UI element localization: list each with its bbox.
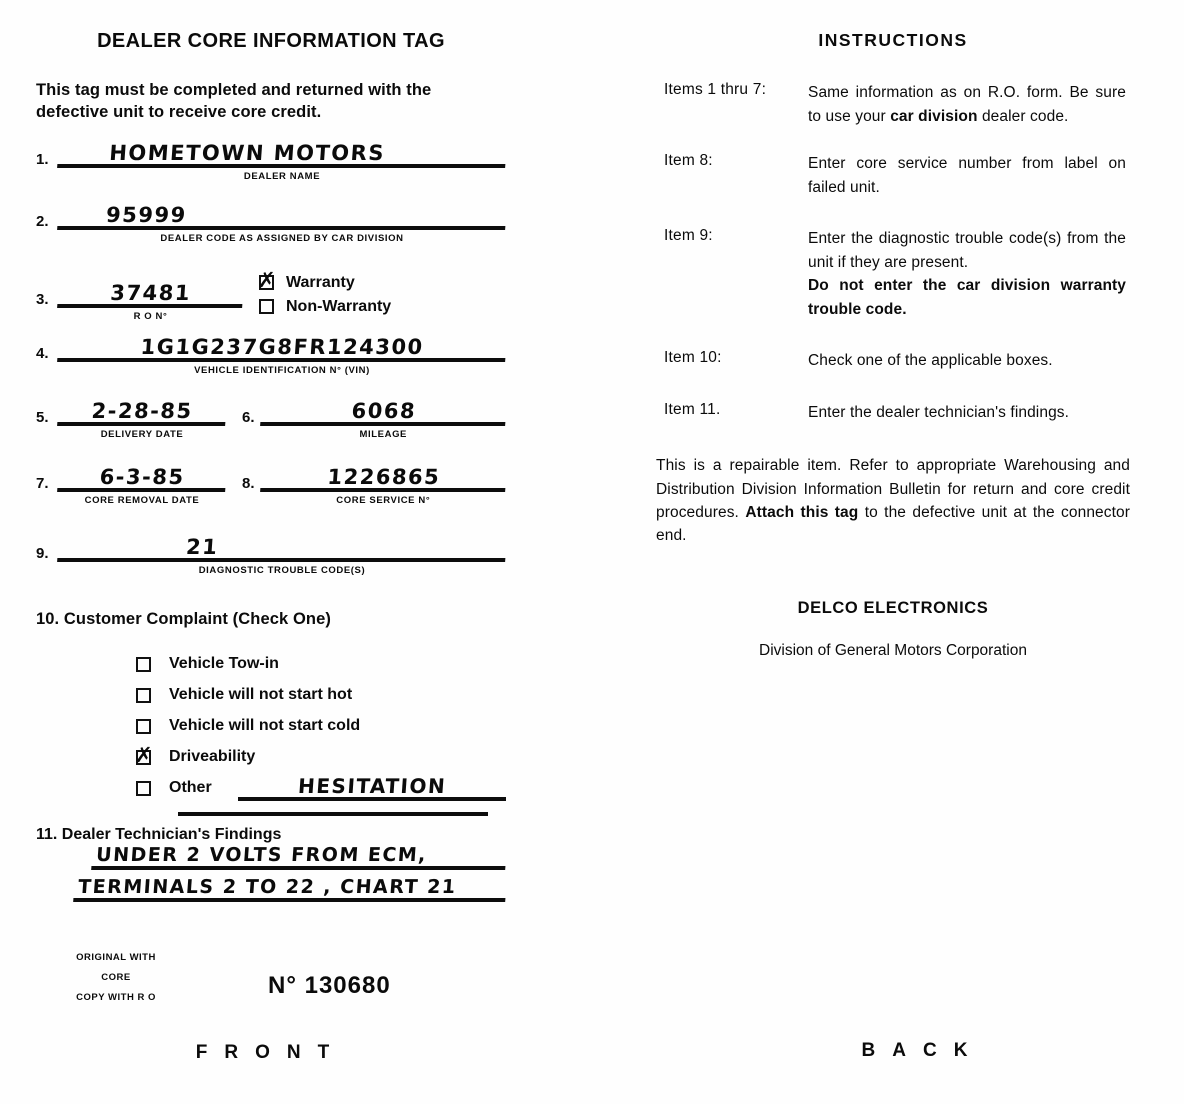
tow-in-checkbox: [136, 657, 151, 672]
handwritten-core-removal-date: 6-3-85: [57, 466, 227, 492]
handwritten-other-complaint: HESITATION: [296, 773, 447, 798]
field-ro-number: [36, 268, 506, 322]
field-row-7-8: [36, 466, 506, 506]
field-number: 8.: [242, 474, 255, 492]
other-write-in-line: [238, 773, 506, 801]
warranty-option: [258, 268, 433, 293]
check-mark: ✗: [135, 742, 153, 767]
no-start-cold-checkbox: [136, 719, 151, 734]
front-page-label: FRONT: [195, 1042, 347, 1063]
field-number: 5.: [36, 408, 49, 426]
option-label: Vehicle will not start hot: [169, 686, 353, 704]
instruction-item-11: [656, 401, 1130, 425]
handwritten-trouble-code: 21: [57, 536, 507, 562]
no-start-hot-checkbox: [136, 688, 151, 703]
field-label: CORE SERVICE N°: [336, 494, 431, 506]
instruction-label: Item 9:: [664, 227, 713, 245]
note-text-pre: This is a repairable item. Refer to appropriate Warehousing and Distribution Division Information Bulletin for return and core credit procedures.: [656, 457, 1130, 521]
company-name: DELCO ELECTRONICS: [797, 599, 989, 618]
option-driveability: [135, 742, 506, 769]
handwritten-findings-line-1: UNDER 2 VOLTS FROM ECM,: [91, 846, 507, 870]
repairable-item-note: [656, 454, 1130, 547]
instruction-text-bold: car division: [890, 107, 978, 125]
tag-serial-number: N° 130680: [268, 971, 391, 999]
distribution-line: ORIGINAL WITH: [76, 951, 156, 963]
option-label: Vehicle will not start cold: [169, 717, 361, 735]
field-dealer-code: [36, 204, 506, 244]
other-checkbox: [136, 781, 151, 796]
field-label: MILEAGE: [359, 428, 407, 440]
handwritten-dealer-name: HOMETOWN MOTORS: [57, 142, 507, 168]
field-label: VEHICLE IDENTIFICATION N° (VIN): [194, 364, 370, 376]
instruction-text: [808, 401, 1126, 425]
instruction-text: [808, 227, 1126, 321]
handwritten-vin: 1G1G237G8FR124300: [57, 336, 507, 362]
option-no-start-hot: [136, 684, 506, 707]
instruction-item-10: [656, 349, 1130, 373]
handwritten-delivery-date: 2-28-85: [57, 400, 227, 426]
handwritten-findings-line-2: TERMINALS 2 TO 22 , CHART 21: [73, 878, 507, 902]
customer-complaint-heading: 10. Customer Complaint (Check One): [36, 609, 331, 628]
field-label: CORE REMOVAL DATE: [84, 494, 200, 506]
instruction-list: [656, 81, 1130, 424]
instruction-text: [808, 81, 1126, 128]
note-text-bold: Attach this tag: [745, 503, 859, 521]
warranty-checkbox: [258, 268, 276, 293]
instruction-label: Item 11.: [664, 400, 721, 418]
field-number: 1.: [36, 150, 49, 168]
field-label: R O N°: [133, 310, 168, 322]
instruction-text-post: dealer code.: [977, 107, 1069, 125]
field-label: DEALER CODE AS ASSIGNED BY CAR DIVISION: [160, 232, 404, 244]
option-no-start-cold: [136, 715, 506, 738]
field-vin: [36, 336, 506, 376]
instructions-title: INSTRUCTIONS: [818, 30, 968, 50]
handwritten-dealer-code: 95999: [57, 204, 507, 230]
option-tow-in: [136, 653, 506, 676]
field-label: DEALER NAME: [243, 170, 321, 182]
option-label: Driveability: [169, 748, 256, 766]
instruction-item-8: [656, 152, 1130, 199]
non-warranty-checkbox: [259, 299, 274, 314]
dealer-core-tag-front: [36, 30, 506, 1008]
instruction-text-bold: Do not enter the car division warranty trouble code.: [808, 277, 1126, 318]
instruction-text-pre: Enter the dealer technician's findings.: [808, 403, 1070, 421]
instruction-items-1-7: [656, 81, 1130, 128]
distribution-line: CORE: [101, 971, 131, 983]
field-trouble-codes: [36, 536, 506, 576]
driveability-checkbox: [135, 742, 153, 767]
field-number: 7.: [36, 474, 49, 492]
check-mark: ✗: [258, 268, 276, 293]
technician-findings-heading: 11. Dealer Technician's Findings: [36, 825, 282, 843]
field-label: DELIVERY DATE: [100, 428, 184, 440]
back-page-label: BACK: [861, 1040, 985, 1061]
field-number: 9.: [36, 544, 49, 562]
intro-text: This tag must be completed and returned with the defective unit to receive core credit.: [36, 81, 432, 122]
field-number: 3.: [36, 290, 49, 308]
field-dealer-name: [36, 142, 506, 182]
complaint-options: [136, 653, 506, 800]
option-label: Other: [169, 779, 212, 797]
instruction-label: Items 1 thru 7:: [664, 81, 767, 98]
other-continuation-line: [178, 810, 488, 816]
distribution-note: [36, 948, 196, 1008]
handwritten-ro-number: 37481: [57, 282, 244, 308]
field-row-5-6: [36, 400, 506, 440]
field-label: DIAGNOSTIC TROUBLE CODE(S): [198, 564, 366, 576]
handwritten-core-service-number: 1226865: [260, 466, 507, 492]
handwritten-mileage: 6068: [260, 400, 507, 426]
note-text-post: to the defective unit at the connector end.: [656, 503, 1131, 545]
warranty-label: Warranty: [286, 273, 355, 291]
front-footer: [36, 948, 506, 1008]
instruction-text-pre: Check one of the applicable boxes.: [808, 352, 1053, 370]
non-warranty-label: Non-Warranty: [286, 297, 392, 315]
instruction-text-pre: Enter core service number from label on failed unit.: [808, 155, 1126, 196]
instruction-text-pre: Same information as on R.O. form. Be sure to use your: [808, 84, 1126, 125]
instruction-label: Item 8:: [664, 152, 713, 170]
option-label: Vehicle Tow-in: [169, 655, 279, 673]
company-division: Division of General Motors Corporation: [759, 642, 1027, 660]
distribution-line: COPY WITH R O: [76, 991, 156, 1003]
option-other: [136, 773, 506, 800]
front-title: DEALER CORE INFORMATION TAG: [97, 30, 445, 52]
instruction-text: [808, 152, 1126, 199]
technician-findings: [77, 843, 506, 902]
warranty-options: [243, 268, 433, 322]
instruction-label: Item 10:: [664, 349, 722, 367]
field-number: 2.: [36, 212, 49, 230]
instruction-text-pre: Enter the diagnostic trouble code(s) from the unit if they are present.: [808, 230, 1126, 271]
field-number: 6.: [242, 408, 255, 426]
dealer-core-tag-back: [656, 30, 1130, 660]
field-number: 4.: [36, 344, 49, 362]
non-warranty-option: [259, 298, 433, 316]
instruction-item-9: [656, 227, 1130, 321]
instruction-text: [808, 349, 1126, 373]
